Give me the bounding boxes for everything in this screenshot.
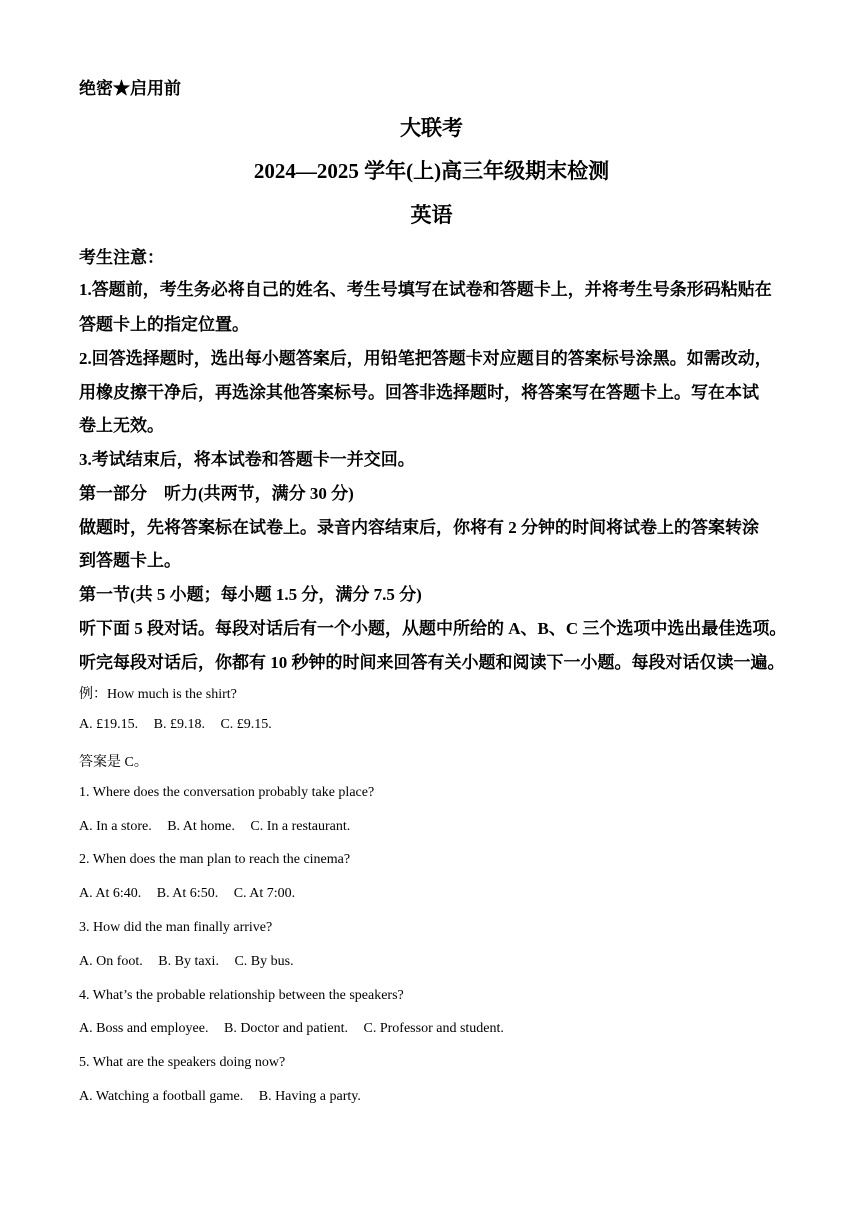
question-2-option-c: C. At 7:00. bbox=[233, 886, 296, 901]
notice-item-2-line-3: 卷上无效。 bbox=[79, 416, 164, 435]
notice-item-1-line-2: 答题卡上的指定位置。 bbox=[79, 315, 249, 334]
subject-title: 英语 bbox=[410, 203, 453, 227]
part1-heading: 第一部分 听力(共两节，满分 30 分) bbox=[79, 484, 354, 503]
question-4-option-c: C. Professor and student. bbox=[363, 1021, 504, 1036]
section1-heading: 第一节(共 5 小题；每小题 1.5 分，满分 7.5 分) bbox=[79, 585, 422, 604]
question-2: 2. When does the man plan to reach the cinema? bbox=[79, 852, 351, 867]
notice-item-3: 3.考试结束后，将本试卷和答题卡一并交回。 bbox=[79, 450, 415, 469]
exam-title: 2024—2025 学年(上)高三年级期末检测 bbox=[253, 159, 610, 183]
secret-mark: 绝密★启用前 bbox=[79, 79, 181, 98]
question-2-option-b: B. At 6:50. bbox=[156, 886, 219, 901]
question-1-options bbox=[79, 819, 362, 835]
question-3-option-a: A. On foot. bbox=[79, 954, 143, 969]
question-3: 3. How did the man finally arrive? bbox=[79, 920, 273, 935]
part1-instruction-line-2: 到答题卡上。 bbox=[79, 551, 181, 570]
question-4: 4. What’s the probable relationship between the speakers? bbox=[79, 988, 404, 1003]
question-1-option-b: B. At home. bbox=[167, 819, 235, 834]
section1-instruction-line-2: 听完每段对话后，你都有 10 秒钟的时间来回答有关小题和阅读下一小题。每段对话仅读一遍。 bbox=[79, 653, 785, 672]
notice-item-2-line-2: 用橡皮擦干净后，再选涂其他答案标号。回答非选择题时，将答案写在答题卡上。写在本试 bbox=[79, 383, 759, 402]
question-5-options bbox=[79, 1089, 373, 1105]
question-3-option-b: B. By taxi. bbox=[158, 954, 219, 969]
question-1: 1. Where does the conversation probably take place? bbox=[79, 785, 375, 800]
question-5-option-b: B. Having a party. bbox=[258, 1089, 361, 1104]
question-4-option-a: A. Boss and employee. bbox=[79, 1021, 209, 1036]
question-4-options bbox=[79, 1021, 516, 1037]
question-5-option-a: A. Watching a football game. bbox=[79, 1089, 244, 1104]
example-question: 例：How much is the shirt? bbox=[79, 687, 237, 702]
part1-instruction-line-1: 做题时，先将答案标在试卷上。录音内容结束后，你将有 2 分钟的时间将试卷上的答案转涂 bbox=[79, 518, 759, 537]
example-options bbox=[79, 717, 284, 733]
question-3-options bbox=[79, 954, 306, 970]
example-answer: 答案是 C。 bbox=[79, 755, 148, 770]
notice-item-2-line-1: 2.回答选择题时，选出每小题答案后，用铅笔把答题卡对应题目的答案标号涂黑。如需改动， bbox=[79, 349, 772, 368]
question-2-options bbox=[79, 886, 307, 902]
question-1-option-c: C. In a restaurant. bbox=[250, 819, 351, 834]
example-option-b: B. £9.18. bbox=[153, 717, 205, 732]
question-5: 5. What are the speakers doing now? bbox=[79, 1055, 286, 1070]
exam-name: 大联考 bbox=[400, 116, 463, 140]
notice-item-1-line-1: 1.答题前，考生务必将自己的姓名、考生号填写在试卷和答题卡上，并将考生号条形码粘贴在 bbox=[79, 280, 772, 299]
section1-instruction-line-1: 听下面 5 段对话。每段对话后有一个小题，从题中所给的 A、B、C 三个选项中选出最佳选项。 bbox=[79, 619, 787, 638]
question-2-option-a: A. At 6:40. bbox=[79, 886, 142, 901]
example-option-c: C. £9.15. bbox=[220, 717, 272, 732]
question-1-option-a: A. In a store. bbox=[79, 819, 152, 834]
notice-heading: 考生注意： bbox=[79, 248, 164, 267]
question-4-option-b: B. Doctor and patient. bbox=[223, 1021, 349, 1036]
question-3-option-c: C. By bus. bbox=[234, 954, 294, 969]
example-option-a: A. £19.15. bbox=[79, 717, 139, 732]
